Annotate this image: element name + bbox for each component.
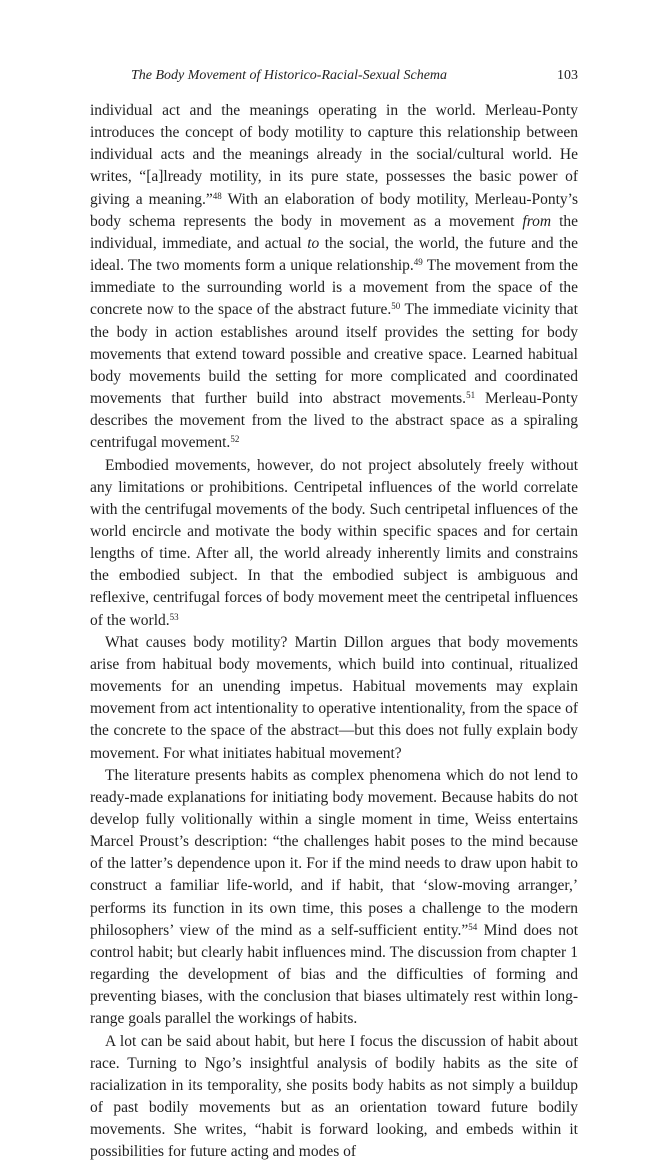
running-title: The Body Movement of Historico-Racial-Sexual Schema (130, 68, 448, 83)
running-head (90, 66, 578, 86)
paragraph-text: Mind does not control habit; but clearly habit influences mind. The discussion from chapter 1 regarding the development of bias and the difficulties of forming and preventing biases, with the conclusion that biases ultimately rest within long-range goals parallel the workings of habits. (90, 921, 579, 1028)
footnote-marker: 54 (468, 921, 478, 932)
paragraph (90, 765, 578, 1031)
paragraph-text: Merleau-Ponty describes the movement from the lived to the abstract space as a spiraling centrifugal movement. (90, 390, 578, 452)
paragraph (90, 455, 578, 632)
emphasis: to (307, 234, 320, 252)
paragraph-text: With an elaboration of body motility, Merleau-Ponty’s body schema represents the body in movement as a movement (90, 190, 578, 230)
footnote-marker: 48 (212, 190, 222, 201)
paragraph-text: the social, the world, the future and the ideal. The two moments form a unique relationship. (90, 234, 578, 275)
body-text (90, 100, 578, 1164)
footnote-marker: 49 (413, 257, 423, 268)
footnote-marker: 53 (169, 611, 179, 622)
paragraph (90, 1031, 578, 1164)
paragraph-text: A lot can be said about habit, but here I focus the discussion of habit about race. Turning to Ngo’s insightful analysis of bodily habits as the site of racialization in its temporality, she posits body habits as not simply a buildup of past bodily movements but as an orientation toward future bodily movements. She writes, “habit is forward looking, and embeds within it possibilities for future acting and modes of (90, 1032, 578, 1161)
emphasis: from (522, 212, 552, 230)
paragraph-text: The immediate vicinity that the body in action establishes around itself provides the setting for body movements that extend toward possible and creative space. Learned habitual body movements build the setting for more complicated and coordinated movements that further build into abstract movements. (90, 301, 578, 408)
paragraph-text: The literature presents habits as complex phenomena which do not lend to ready-made explanations for initiating body movement. Because habits do not develop fully volitionally within a single moment in time, Weiss entertains Marcel Proust’s description: “the challenges habit poses to the mind because of the latter’s dependence upon it. For if the mind needs to draw upon habit to construct a familiar life-world, and if habit, that ‘slow-moving arranger,’ performs its function in its own time, this poses a challenge to the modern philosophers’ view of the mind as a self-sufficient entity.” (90, 766, 578, 939)
footnote-marker: 52 (230, 434, 240, 445)
paragraph-text: The movement from the immediate to the surrounding world is a movement from the space of the concrete now to the space of the abstract future. (90, 257, 578, 319)
paragraph (90, 632, 578, 765)
footnote-marker: 51 (466, 390, 476, 401)
footnote-marker: 50 (391, 301, 401, 312)
paragraph-text: the individual, immediate, and actual (90, 212, 579, 252)
paragraph-text: Embodied movements, however, do not project absolutely freely without any limitations or prohibitions. Centripetal influences of the world correlate with the centrifugal movements of the body. Such centripetal influences of the world encircle and motivate the body within specific spaces and for certain lengths of time. After all, the world already inherently limits and constrains the embodied subject. In that the embodied subject is ambiguous and reflexive, centrifugal forces of body movement meet the centripetal influences of the world. (90, 456, 578, 629)
paragraph (90, 100, 578, 455)
paragraph-text: What causes body motility? Martin Dillon argues that body movements arise from habitual body movements, which build into continual, ritualized movements for an unending impetus. Habitual movements may explain movement from act intentionality to operative intentionality, from the space of the concrete to the space of the abstract—but this does not fully explain body movement. For what initiates habitual movement? (90, 633, 578, 762)
page-number: 103 (557, 68, 578, 83)
paragraph-text: individual act and the meanings operating in the world. Merleau-Ponty introduces the concept of body motility to capture this relationship between individual acts and the meanings already in the social/cultural world. He writes, “[a]lready motility, in its pure state, possesses the basic power of giving a meaning.” (90, 102, 578, 208)
